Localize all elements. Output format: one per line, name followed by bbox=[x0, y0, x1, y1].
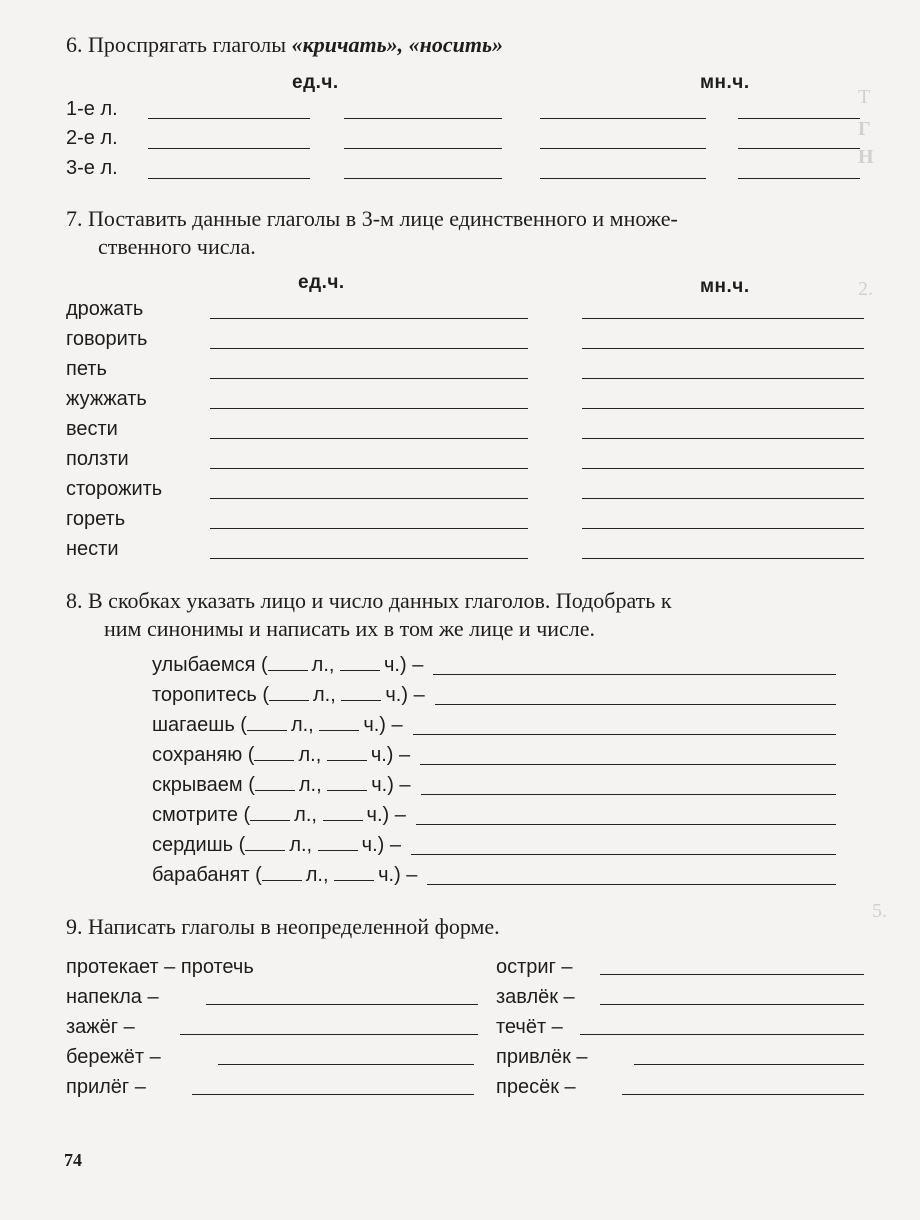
task9-right-word: остриг – bbox=[496, 956, 573, 978]
task9-right-word: течёт – bbox=[496, 1016, 563, 1038]
number-abbr: ч.) – bbox=[371, 774, 411, 796]
show-through-text: 5. bbox=[872, 900, 887, 922]
task8-verb: сохраняю bbox=[152, 744, 243, 766]
show-through-text: Г bbox=[858, 118, 871, 140]
number-abbr: ч.) – bbox=[363, 714, 403, 736]
task6-row-label: 3-е л. bbox=[66, 157, 118, 179]
task6-col-singular: ед.ч. bbox=[292, 72, 339, 93]
task7-title-line1: 7. Поставить данные глаголы в 3-м лице единственного и множе- bbox=[66, 206, 678, 231]
task8-verb: шагаешь bbox=[152, 714, 235, 736]
person-abbr: л., bbox=[290, 714, 314, 736]
task9-right-word: привлёк – bbox=[496, 1046, 588, 1068]
person-abbr: л., bbox=[305, 864, 329, 886]
answer-line[interactable] bbox=[210, 468, 528, 469]
task8-verb: торопитесь bbox=[152, 684, 257, 706]
person-abbr: л., bbox=[311, 654, 335, 676]
person-abbr: л., bbox=[313, 684, 336, 706]
task8-item: смотрите ( л., ч.) – bbox=[152, 804, 406, 826]
answer-line[interactable] bbox=[210, 318, 528, 319]
synonym-answer-line[interactable] bbox=[421, 794, 836, 795]
task7-word: жужжать bbox=[66, 388, 147, 410]
number-abbr: ч.) – bbox=[370, 744, 411, 766]
task8-verb: смотрите bbox=[152, 804, 238, 826]
task9-left-word: бережёт – bbox=[66, 1046, 161, 1068]
number-blank[interactable] bbox=[334, 862, 374, 881]
synonym-answer-line[interactable] bbox=[413, 734, 836, 735]
answer-line[interactable] bbox=[210, 498, 528, 499]
page-number: 74 bbox=[64, 1150, 82, 1170]
answer-line[interactable] bbox=[582, 348, 864, 349]
task8-title-line2: ним синонимы и написать их в том же лице и числе. bbox=[104, 616, 596, 641]
task8-item: улыбаемся ( л., ч.) – bbox=[152, 654, 424, 676]
task8-item: сердишь ( л., ч.) – bbox=[152, 834, 401, 856]
person-blank[interactable] bbox=[262, 862, 302, 881]
task8-item: сохраняю ( л., ч.) – bbox=[152, 744, 411, 766]
answer-line[interactable] bbox=[344, 118, 502, 119]
person-blank[interactable] bbox=[268, 652, 308, 671]
task9-title: 9. Написать глаголы в неопределенной форме. bbox=[66, 914, 500, 939]
task8-item: барабанят ( л., ч.) – bbox=[152, 864, 418, 886]
person-blank[interactable] bbox=[250, 802, 290, 821]
show-through-text: 2. bbox=[858, 278, 873, 300]
answer-line[interactable] bbox=[148, 118, 310, 119]
number-blank[interactable] bbox=[323, 802, 363, 821]
task8-verb: улыбаемся bbox=[152, 654, 256, 676]
synonym-answer-line[interactable] bbox=[433, 674, 836, 675]
person-abbr: л., bbox=[298, 774, 322, 796]
answer-line[interactable] bbox=[582, 528, 864, 529]
answer-line[interactable] bbox=[600, 1004, 864, 1005]
number-abbr: ч.) – bbox=[361, 834, 401, 856]
answer-line[interactable] bbox=[218, 1064, 474, 1065]
synonym-answer-line[interactable] bbox=[427, 884, 836, 885]
answer-line[interactable] bbox=[582, 558, 864, 559]
task8-item: шагаешь ( л., ч.) – bbox=[152, 714, 403, 736]
synonym-answer-line[interactable] bbox=[435, 704, 836, 705]
task7-col-singular: ед.ч. bbox=[298, 272, 345, 293]
answer-line[interactable] bbox=[582, 408, 864, 409]
number-abbr: ч.) – bbox=[366, 804, 406, 826]
task9-left-word: зажёг – bbox=[66, 1016, 135, 1038]
answer-line[interactable] bbox=[344, 148, 502, 149]
number-blank[interactable] bbox=[340, 652, 380, 671]
person-abbr: л., bbox=[294, 804, 317, 826]
answer-line[interactable] bbox=[738, 148, 860, 149]
answer-line[interactable] bbox=[206, 1004, 478, 1005]
answer-line[interactable] bbox=[582, 318, 864, 319]
show-through-text: Н bbox=[858, 146, 874, 168]
person-blank[interactable] bbox=[269, 682, 309, 701]
answer-line[interactable] bbox=[210, 408, 528, 409]
task9-example: протекает – протечь bbox=[66, 956, 254, 978]
answer-line[interactable] bbox=[210, 558, 528, 559]
task6-row-label: 2-е л. bbox=[66, 127, 118, 149]
task9-left-word: напекла – bbox=[66, 986, 159, 1008]
answer-line[interactable] bbox=[210, 378, 528, 379]
task9-right-word: пресёк – bbox=[496, 1076, 576, 1098]
person-blank[interactable] bbox=[247, 712, 287, 731]
number-abbr: ч.) – bbox=[385, 684, 425, 706]
answer-line[interactable] bbox=[600, 974, 864, 975]
answer-line[interactable] bbox=[210, 528, 528, 529]
answer-line[interactable] bbox=[540, 148, 706, 149]
synonym-answer-line[interactable] bbox=[416, 824, 836, 825]
number-abbr: ч.) – bbox=[378, 864, 418, 886]
number-blank[interactable] bbox=[327, 742, 367, 761]
task6-title bbox=[66, 30, 503, 60]
answer-line[interactable] bbox=[582, 498, 864, 499]
person-abbr: л., bbox=[298, 744, 322, 766]
person-blank[interactable] bbox=[245, 832, 285, 851]
task8-item: торопитесь ( л., ч.) – bbox=[152, 684, 425, 706]
number-blank[interactable] bbox=[327, 772, 367, 791]
task7-title-line2: ственного числа. bbox=[98, 234, 256, 259]
answer-line[interactable] bbox=[192, 1094, 474, 1095]
task7-word: нести bbox=[66, 538, 119, 560]
task7-word: гореть bbox=[66, 508, 126, 530]
task7-word: дрожать bbox=[66, 298, 144, 320]
task6-title-verbs: «кричать», «носить» bbox=[291, 32, 504, 57]
answer-line[interactable] bbox=[582, 378, 864, 379]
answer-line[interactable] bbox=[344, 178, 502, 179]
answer-line[interactable] bbox=[580, 1034, 864, 1035]
synonym-answer-line[interactable] bbox=[420, 764, 836, 765]
answer-line[interactable] bbox=[148, 148, 310, 149]
person-blank[interactable] bbox=[254, 742, 294, 761]
answer-line[interactable] bbox=[634, 1064, 864, 1065]
task7-word: сторожить bbox=[66, 478, 163, 500]
answer-line[interactable] bbox=[622, 1094, 864, 1095]
task7-word: ползти bbox=[66, 448, 129, 470]
task7-word: говорить bbox=[66, 328, 148, 350]
answer-line[interactable] bbox=[210, 438, 528, 439]
show-through-text: Т bbox=[858, 86, 871, 108]
number-blank[interactable] bbox=[319, 712, 359, 731]
task6-title-text: 6. Проспрягать глаголы bbox=[66, 32, 292, 57]
answer-line[interactable] bbox=[582, 438, 864, 439]
answer-line[interactable] bbox=[148, 178, 310, 179]
task7-col-plural: мн.ч. bbox=[700, 276, 750, 297]
answer-line[interactable] bbox=[540, 178, 706, 179]
task8-verb: скрываем bbox=[152, 774, 243, 796]
answer-line[interactable] bbox=[738, 118, 860, 119]
person-blank[interactable] bbox=[255, 772, 295, 791]
task8-item: скрываем ( л., ч.) – bbox=[152, 774, 411, 796]
answer-line[interactable] bbox=[738, 178, 860, 179]
answer-line[interactable] bbox=[180, 1034, 478, 1035]
person-abbr: л., bbox=[289, 834, 313, 856]
task8-verb: барабанят bbox=[152, 864, 250, 886]
number-blank[interactable] bbox=[341, 682, 381, 701]
synonym-answer-line[interactable] bbox=[411, 854, 836, 855]
answer-line[interactable] bbox=[540, 118, 706, 119]
task7-word: вести bbox=[66, 418, 118, 440]
task9-left-word: прилёг – bbox=[66, 1076, 146, 1098]
number-blank[interactable] bbox=[318, 832, 358, 851]
number-abbr: ч.) – bbox=[384, 654, 424, 676]
answer-line[interactable] bbox=[582, 468, 864, 469]
task9-right-word: завлёк – bbox=[496, 986, 575, 1008]
task6-col-plural: мн.ч. bbox=[700, 72, 750, 93]
task7-word: петь bbox=[66, 358, 107, 380]
answer-line[interactable] bbox=[210, 348, 528, 349]
task8-title-line1: 8. В скобках указать лицо и число данных глаголов. Подобрать к bbox=[66, 588, 672, 613]
task8-verb: сердишь bbox=[152, 834, 234, 856]
task6-row-label: 1-е л. bbox=[66, 98, 118, 120]
